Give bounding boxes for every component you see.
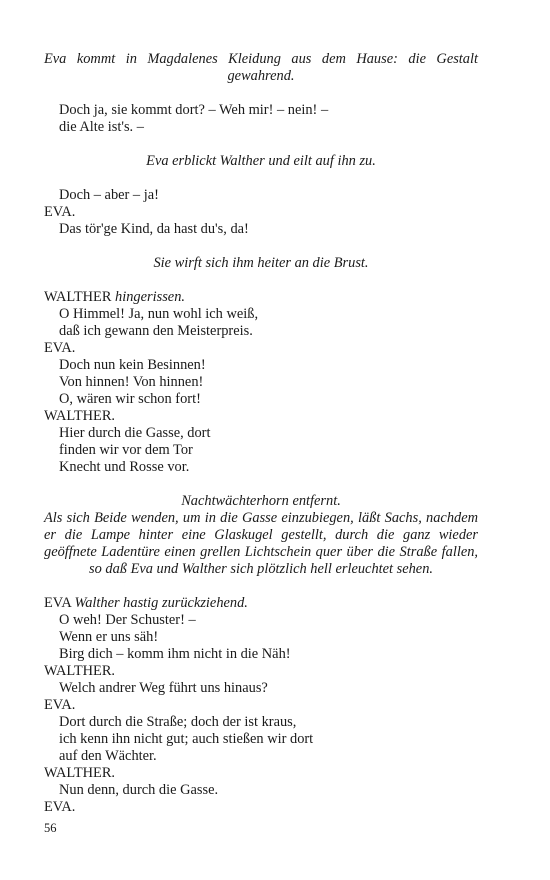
speaker-label: EVA. [44,799,76,815]
verse-line: Wenn er uns säh! [59,629,159,645]
speaker-name [44,663,478,680]
speaker-label: EVA. [44,204,76,220]
blank-line [44,136,478,153]
verse-line: finden wir vor dem Tor [59,442,193,458]
speaker-label: WALTHER. [44,765,116,781]
verse-line: O Himmel! Ja, nun wohl ich weiß, [59,306,259,322]
blank-line [44,578,478,595]
speaker-name [44,289,478,306]
blank-line [44,85,478,102]
verse-line: auf den Wächter. [59,748,157,764]
stage-direction: Sie wirft sich ihm heiter an die Brust. [153,255,369,271]
stage-direction: Als sich Beide wenden, um in die Gasse einzubiegen, läßt Sachs, nachdem er die Lampe hinter eine Glaskugel gestellt, durch die ganz wieder geöffnete Ladentüre einen grellen Lichtschein quer über die Straße fallen, so daß Eva und Walther sich plötzlich hell erleuchtet sehen. [44,510,478,577]
speaker-name [44,408,478,425]
verse-line: Hier durch die Gasse, dort [59,425,211,441]
page-number: 56 [44,821,57,835]
verse-line: Nun denn, durch die Gasse. [59,782,219,798]
stage-direction: Eva erblickt Walther und eilt auf ihn zu. [146,153,376,169]
verse-line: Doch nun kein Besinnen! [59,357,206,373]
speaker-label: EVA. [44,340,76,356]
speaker-name [44,765,478,782]
stage-direction: Nachtwächterhorn entfernt. [181,493,341,509]
speaker-label: WALTHER [44,289,112,305]
verse-line: Doch – aber – ja! [59,187,159,203]
play-text [44,51,478,816]
verse-line: Dort durch die Straße; doch der ist kraus, [59,714,297,730]
speaker-direction: Walther hastig zurückziehend. [74,595,248,611]
speaker-direction: hingerissen. [115,289,185,305]
verse-line: Von hinnen! Von hinnen! [59,374,204,390]
speaker-name [44,697,478,714]
verse-line: Knecht und Rosse vor. [59,459,190,475]
stage-direction: Eva kommt in Magdalenes Kleidung aus dem Hause: die Gestalt gewahrend. [44,51,478,84]
blank-line [44,170,478,187]
speaker-name [44,340,478,357]
verse-line: O, wären wir schon fort! [59,391,201,407]
speaker-label: WALTHER. [44,663,116,679]
speaker-name [44,799,478,816]
blank-line [44,238,478,255]
speaker-label: WALTHER. [44,408,116,424]
verse-line: die Alte ist's. – [59,119,144,135]
speaker-label: EVA. [44,697,76,713]
verse-line: Birg dich – komm ihm nicht in die Näh! [59,646,291,662]
verse-line: ich kenn ihn nicht gut; auch stießen wir dort [59,731,314,747]
verse-line: Das tör'ge Kind, da hast du's, da! [59,221,249,237]
blank-line [44,272,478,289]
blank-line [44,476,478,493]
verse-line: Doch ja, sie kommt dort? – Weh mir! – nein! – [59,102,329,118]
verse-line: daß ich gewann den Meisterpreis. [59,323,253,339]
verse-line: Welch andrer Weg führt uns hinaus? [59,680,268,696]
speaker-name [44,204,478,221]
verse-line: O weh! Der Schuster! – [59,612,196,628]
speaker-name [44,595,478,612]
speaker-label: EVA [44,595,71,611]
